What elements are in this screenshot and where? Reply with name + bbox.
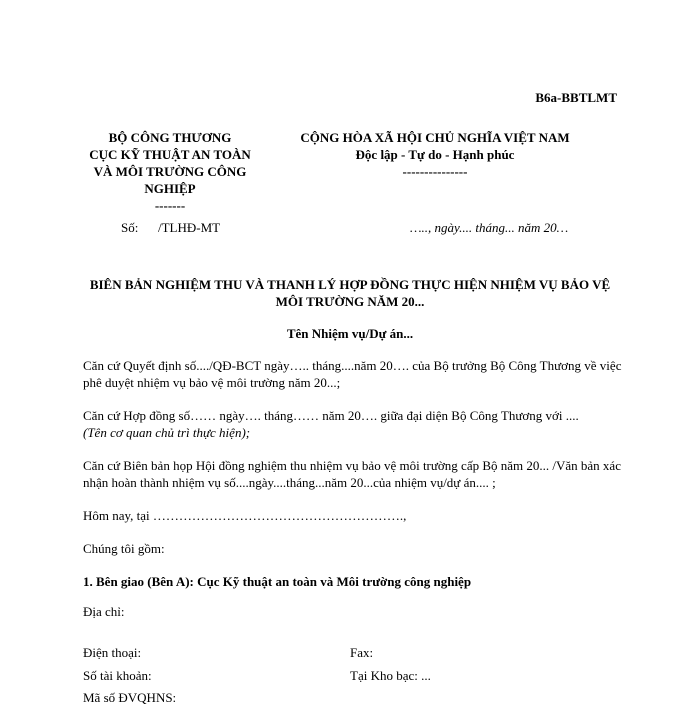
account-row: [83, 668, 623, 685]
basis-contract: [83, 407, 623, 441]
form-code: B6a-BBTLMT: [535, 90, 617, 105]
document-title: BIÊN BẢN NGHIỆM THU VÀ THANH LÝ HỢP ĐỒNG THỰC HIỆN NHIỆM VỤ BẢO VỆ MÔI TRƯỜNG NĂM 20...: [89, 277, 611, 309]
unit-code-field: Mã số ĐVQHNS:: [83, 690, 177, 705]
national-motto: Độc lập - Tự do - Hạnh phúc: [355, 147, 515, 162]
basis-contract-text: Căn cứ Hợp đồng số…… ngày…. tháng…… năm 20…. giữa đại diện Bộ Công Thương với ....: [83, 408, 579, 423]
issuing-agency-header: [70, 129, 270, 214]
fax-field: Fax:: [350, 645, 374, 660]
agency-name-line2: VÀ MÔI TRƯỜNG CÔNG: [93, 164, 247, 179]
date-line: ….., ngày.... tháng... năm 20…: [410, 220, 569, 235]
project-name: Tên Nhiệm vụ/Dự án...: [286, 326, 414, 341]
reference-value: /TLHĐ-MT: [158, 220, 221, 235]
party-a-heading: 1. Bên giao (Bên A): Cục Kỹ thuật an toàn và Môi trường công nghiệp: [83, 574, 472, 589]
motto-separator: ---------------: [402, 164, 468, 179]
treasury-field: Tại Kho bạc: ...: [350, 668, 431, 683]
address-field: Địa chỉ:: [83, 604, 125, 619]
agency-name-line3: NGHIỆP: [144, 181, 196, 196]
we-include: Chúng tôi gồm:: [83, 541, 165, 556]
reference-label: Số:: [121, 220, 139, 235]
basis-minutes: Căn cứ Biên bản họp Hội đồng nghiệm thu nhiệm vụ bảo vệ môi trường cấp Bộ năm 20... /Văn bản xác nhận hoàn thành nhiệm vụ số....ngày....tháng...năm 20...của nhiệm vụ/dự án.... ;: [83, 458, 621, 490]
phone-field: Điện thoại:: [83, 645, 142, 660]
contact-row: [83, 645, 623, 662]
unit-code-row: [83, 690, 623, 707]
agency-name-line1: CỤC KỸ THUẬT AN TOÀN: [89, 147, 251, 162]
country-name: CỘNG HÒA XÃ HỘI CHỦ NGHĨA VIỆT NAM: [300, 130, 570, 145]
account-field: Số tài khoản:: [83, 668, 152, 683]
basis-contract-note: (Tên cơ quan chủ trì thực hiện);: [83, 425, 251, 440]
today-location: Hôm nay, tại ………………………………………………….,: [83, 508, 407, 523]
national-header: [265, 129, 605, 180]
agency-separator: -------: [154, 198, 186, 213]
basis-decision: Căn cứ Quyết định số..../QĐ-BCT ngày….. tháng....năm 20…. của Bộ trưởng Bộ Công Thương về việc phê duyệt nhiệm vụ bảo vệ môi trường năm 20...;: [83, 358, 622, 390]
ministry-name: BỘ CÔNG THƯƠNG: [108, 130, 232, 145]
